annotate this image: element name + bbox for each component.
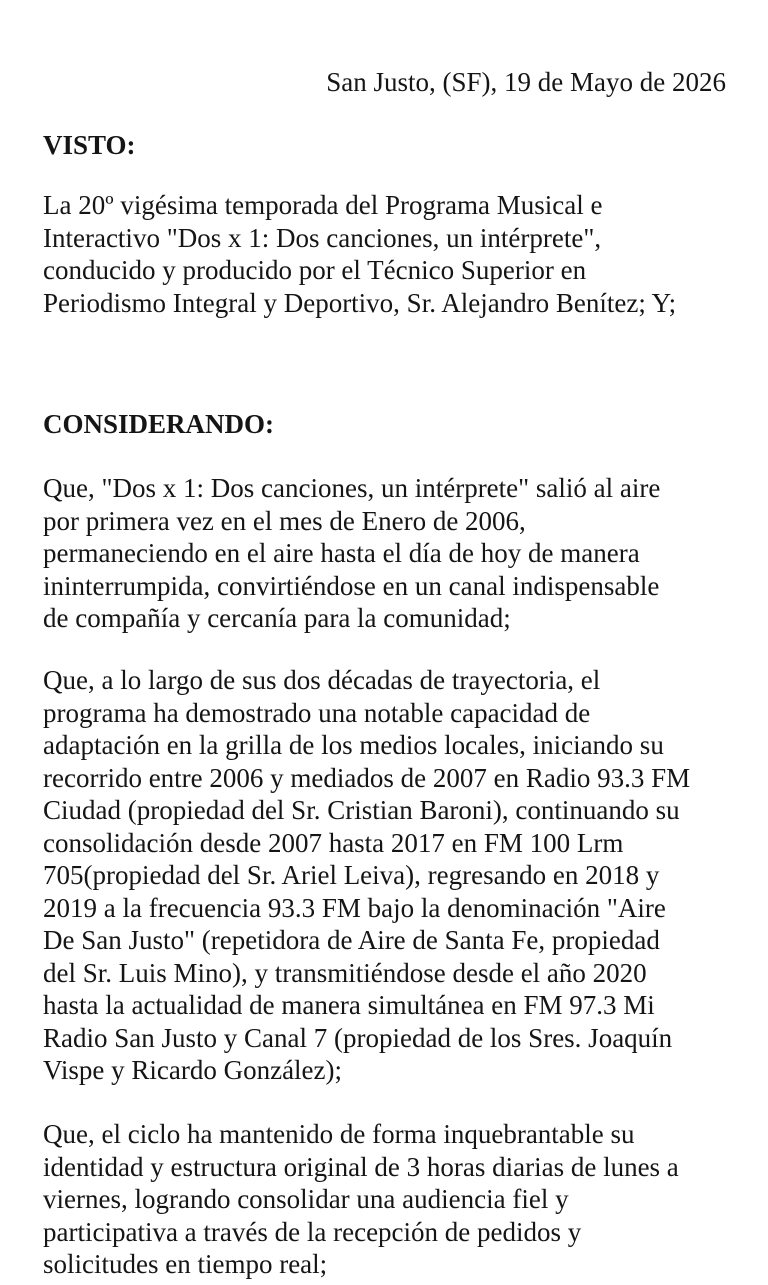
paragraph-line: Que, a lo largo de sus dos décadas de trayectoria, el — [43, 665, 601, 695]
considerando-paragraph-2 — [43, 664, 743, 1087]
paragraph-line: Que, el ciclo ha mantenido de forma inquebrantable su — [43, 1119, 635, 1149]
paragraph-line: viernes, logrando consolidar una audiencia fiel y — [43, 1184, 569, 1214]
paragraph-line: por primera vez en el mes de Enero de 2006, — [43, 505, 526, 536]
paragraph-line: hasta la actualidad de manera simultánea en FM 97.3 Mi — [43, 990, 655, 1020]
paragraph-line: Vispe y Ricardo González); — [43, 1055, 343, 1085]
paragraph-line: La 20º vigésima temporada del Programa Musical e — [43, 190, 603, 220]
paragraph-line: consolidación desde 2007 hasta 2017 en FM 100 Lrm — [43, 827, 624, 858]
paragraph-line: programa ha demostrado una notable capacidad de — [43, 697, 591, 728]
paragraph-line: Periodismo Integral y Deportivo, Sr. Alejandro Benítez; Y; — [43, 287, 677, 318]
paragraph-line: Interactivo "Dos x 1: Dos canciones, un intérprete", — [43, 222, 602, 253]
date-line: San Justo, (SF), 19 de Mayo de 2026 — [326, 67, 726, 97]
visto-heading: VISTO: — [43, 130, 136, 160]
paragraph-line: adaptación en la grilla de los medios locales, iniciando su — [43, 730, 664, 760]
considerando-heading: CONSIDERANDO: — [43, 409, 275, 439]
paragraph-line: solicitudes en tiempo real; — [43, 1249, 328, 1279]
paragraph-line: del Sr. Luis Mino), y transmitiéndose desde el año 2020 — [43, 957, 647, 988]
paragraph-line: Que, "Dos x 1: Dos canciones, un intérprete" salió al aire — [43, 473, 661, 503]
visto-paragraph — [43, 189, 743, 319]
paragraph-line: permaneciendo en el aire hasta el día de hoy de manera — [43, 538, 640, 568]
paragraph-line: 705(propiedad del Sr. Ariel Leiva), regresando en 2018 y — [43, 860, 660, 890]
paragraph-line: conducido y producido por el Técnico Superior en — [43, 255, 587, 285]
considerando-paragraph-1 — [43, 472, 743, 635]
paragraph-line: participativa a través de la recepción de pedidos y — [43, 1216, 582, 1247]
considerando-paragraph-3 — [43, 1118, 743, 1281]
paragraph-line: Radio San Justo y Canal 7 (propiedad de los Sres. Joaquín — [43, 1022, 673, 1053]
paragraph-line: De San Justo" (repetidora de Aire de Santa Fe, propiedad — [43, 925, 660, 955]
paragraph-line: de compañía y cercanía para la comunidad; — [43, 603, 511, 633]
paragraph-line: identidad y estructura original de 3 horas diarias de lunes a — [43, 1151, 679, 1182]
paragraph-line: recorrido entre 2006 y mediados de 2007 en Radio 93.3 FM — [43, 762, 691, 793]
paragraph-line: ininterrumpida, convirtiéndose en un canal indispensable — [43, 570, 660, 601]
paragraph-line: Ciudad (propiedad del Sr. Cristian Baroni), continuando su — [43, 795, 680, 825]
paragraph-line: 2019 a la frecuencia 93.3 FM bajo la denominación "Aire — [43, 892, 666, 923]
